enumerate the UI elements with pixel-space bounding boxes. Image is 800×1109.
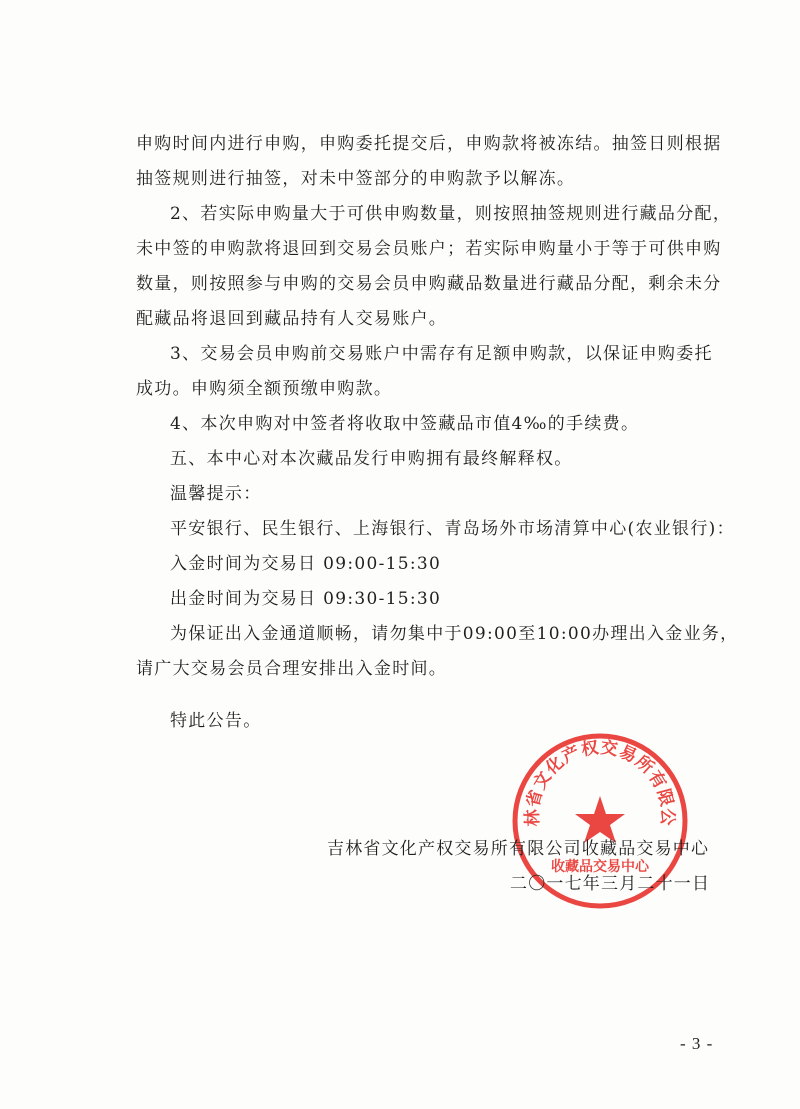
paragraph-line: 五、本中心对本次藏品发行申购拥有最终解释权。 — [170, 449, 573, 469]
signature-organization: 吉林省文化产权交易所有限公司收藏品交易中心 — [327, 839, 710, 859]
paragraph-line: 平安银行、民生银行、上海银行、青岛场外市场清算中心(农业银行)： — [170, 519, 735, 539]
signature-date: 二〇一七年三月二十一日 — [510, 874, 711, 894]
paragraph-line: 抽签规则进行抽签，对未中签部分的申购款予以解冻。 — [136, 169, 576, 189]
seal-star-icon — [575, 796, 625, 843]
paragraph-line: 未中签的申购款将退回到交易会员账户；若实际申购量小于等于可供申购 — [136, 239, 722, 259]
paragraph-line: 3、交易会员申购前交易账户中需存有足额申购款，以保证申购委托 — [170, 344, 713, 364]
paragraph-line: 为保证出入金通道顺畅，请勿集中于09:00至10:00办理出入金业务， — [170, 624, 739, 644]
paragraph-line: 申购时间内进行申购，申购委托提交后，申购款将被冻结。抽签日则根据 — [136, 134, 722, 154]
paragraph-line: 4、本次申购对中签者将收取中签藏品市值4‰的手续费。 — [170, 414, 640, 434]
paragraph-line: 出金时间为交易日 09:30-15:30 — [170, 589, 442, 609]
closing-line: 特此公告。 — [170, 711, 262, 731]
paragraph-line: 配藏品将退回到藏品持有人交易账户。 — [136, 309, 448, 329]
paragraph-line: 成功。申购须全额预缴申购款。 — [136, 379, 393, 399]
seal-text-bottom: 收藏品交易中心 — [551, 859, 649, 875]
seal-text-top: 林省文化产权交易所有限公 — [522, 737, 678, 827]
paragraph-line: 数量，则按照参与申购的交易会员申购藏品数量进行藏品分配，剩余未分 — [136, 274, 722, 294]
page-number: - 3 - — [680, 1034, 714, 1053]
svg-text:吉林省文化产权交易所有限公司 — [505, 726, 677, 827]
paragraph-line: 温馨提示： — [170, 484, 262, 504]
paragraph-line: 2、若实际申购量大于可供申购数量，则按照抽签规则进行藏品分配， — [170, 204, 732, 224]
paragraph-line: 请广大交易会员合理安排出入金时间。 — [136, 659, 448, 679]
paragraph-line: 入金时间为交易日 09:00-15:30 — [170, 554, 442, 574]
